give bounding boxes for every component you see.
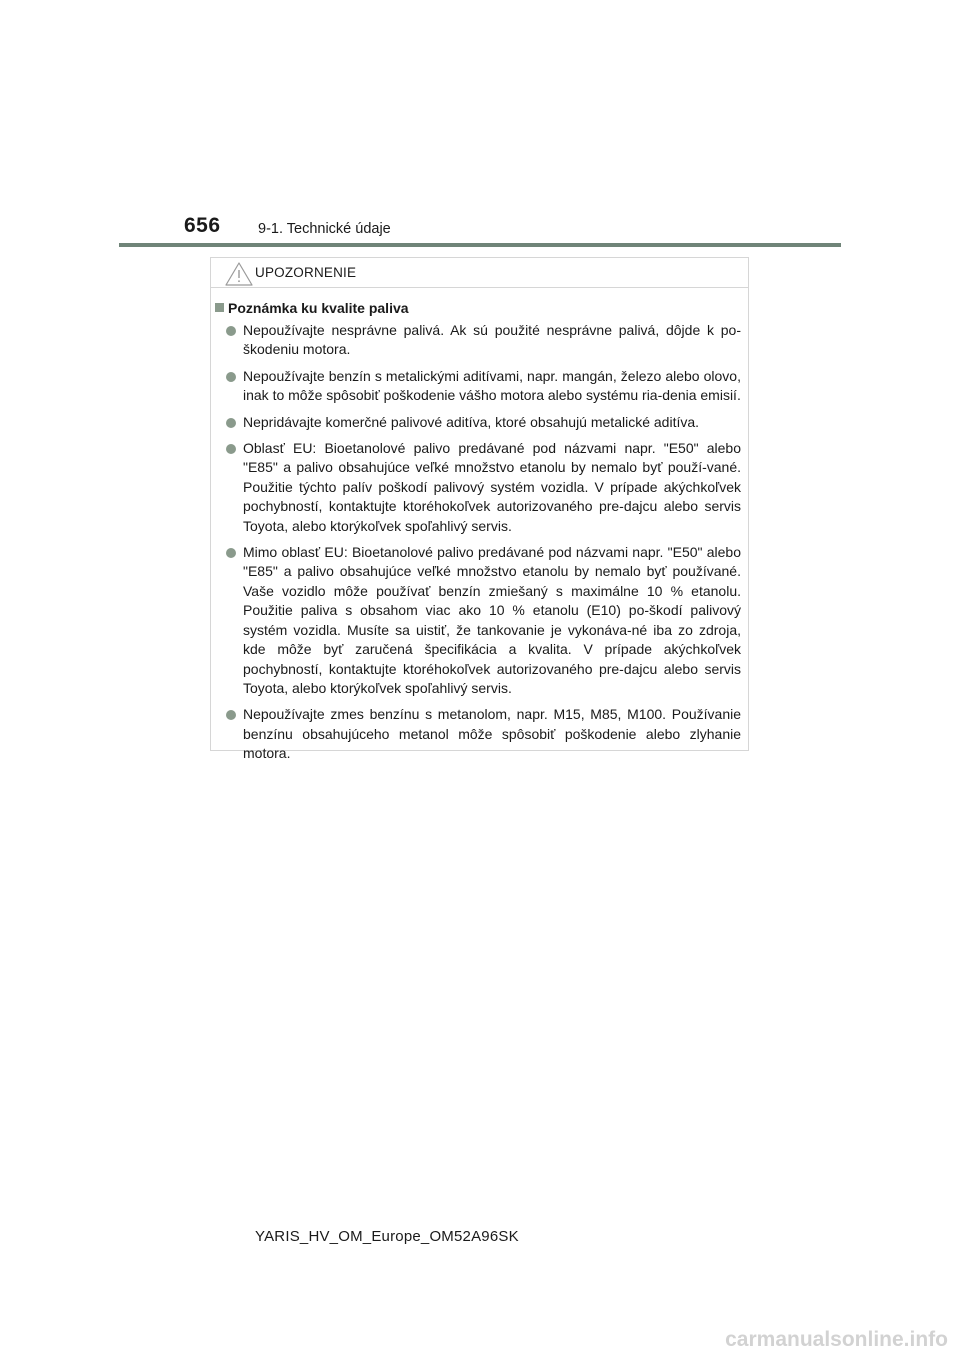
- warning-box: [210, 257, 749, 762]
- bullet-icon: [226, 710, 236, 720]
- list-item-text: Nepoužívajte nesprávne palivá. Ak sú použité nesprávne palivá, dôjde k po-škodeniu motora.: [243, 322, 741, 358]
- bullet-icon: [226, 444, 236, 454]
- warning-header: [211, 258, 748, 288]
- list-item-text: Mimo oblasť EU: Bioetanolové palivo predávané pod názvami napr. "E50" alebo "E85" a palivo obsahujúce veľké množstvo etanolu by nemalo byť používané. Vaše vozidlo môže používať benzín zmiešaný s maximálne 10 % etanolu. Použitie paliva s obsahom viac ako 10 % etanolu (E10) po-škodí palivový systém vozidla. Musíte sa uistiť, že tankovanie je vykonáva-né iba zo zdroja, kde môže byť zaručená špecifikácia a kvalita. V prípade akýchkoľvek pochybností, kontaktujte ktoréhokoľvek autorizovaného pre-dajcu alebo servis Toyota, alebo ktorýkoľvek spoľahlivý servis.: [243, 544, 741, 696]
- list-item: [243, 321, 741, 360]
- list-item-text: Nepridávajte komerčné palivové aditíva, ktoré obsahujú metalické aditíva.: [243, 413, 700, 430]
- warning-label: UPOZORNENIE: [255, 265, 357, 280]
- fuel-quality-heading: [215, 300, 748, 318]
- bullet-icon: [226, 418, 236, 428]
- list-item: [243, 413, 741, 432]
- warning-triangle-icon: [225, 262, 253, 286]
- list-item: [243, 439, 741, 536]
- list-item: [243, 543, 741, 698]
- list-item-text: Nepoužívajte zmes benzínu s metanolom, napr. M15, M85, M100. Používanie benzínu obsahujúceho metanol môže spôsobiť poškodenie alebo zlyhanie motora.: [243, 706, 741, 762]
- square-bullet-icon: [215, 303, 224, 312]
- section-title: 9-1. Technické údaje: [258, 221, 391, 237]
- header-divider: [119, 243, 841, 247]
- list-item: [243, 367, 741, 406]
- bullet-icon: [226, 326, 236, 336]
- warning-content: [211, 300, 748, 771]
- page-number: 656: [184, 214, 221, 237]
- bullet-icon: [226, 372, 236, 382]
- document-code: YARIS_HV_OM_Europe_OM52A96SK: [255, 1228, 519, 1245]
- fuel-quality-heading-text: Poznámka ku kvalite paliva: [228, 300, 409, 316]
- watermark: carmanualsonline.info: [725, 1328, 948, 1351]
- list-item-text: Nepoužívajte benzín s metalickými aditívami, napr. mangán, železo alebo olovo, inak to môže spôsobiť poškodenie vášho motora alebo systému ria-denia emisií.: [243, 367, 741, 404]
- page-header: [0, 0, 960, 250]
- bullet-icon: [226, 548, 236, 558]
- list-item-text: Oblasť EU: Bioetanolové palivo predávané pod názvami napr. "E50" alebo "E85" a palivo obsahujúce veľké množstvo etanolu by nemalo byť použí-vané. Použitie týchto palív poškodí palivový systém vozidla. V prípade akýchkoľvek pochybností, kontaktujte ktoréhokoľvek autorizovaného pre-dajcu alebo servis Toyota, alebo ktorýkoľvek spoľahlivý servis.: [243, 440, 741, 534]
- list-item: [243, 705, 741, 763]
